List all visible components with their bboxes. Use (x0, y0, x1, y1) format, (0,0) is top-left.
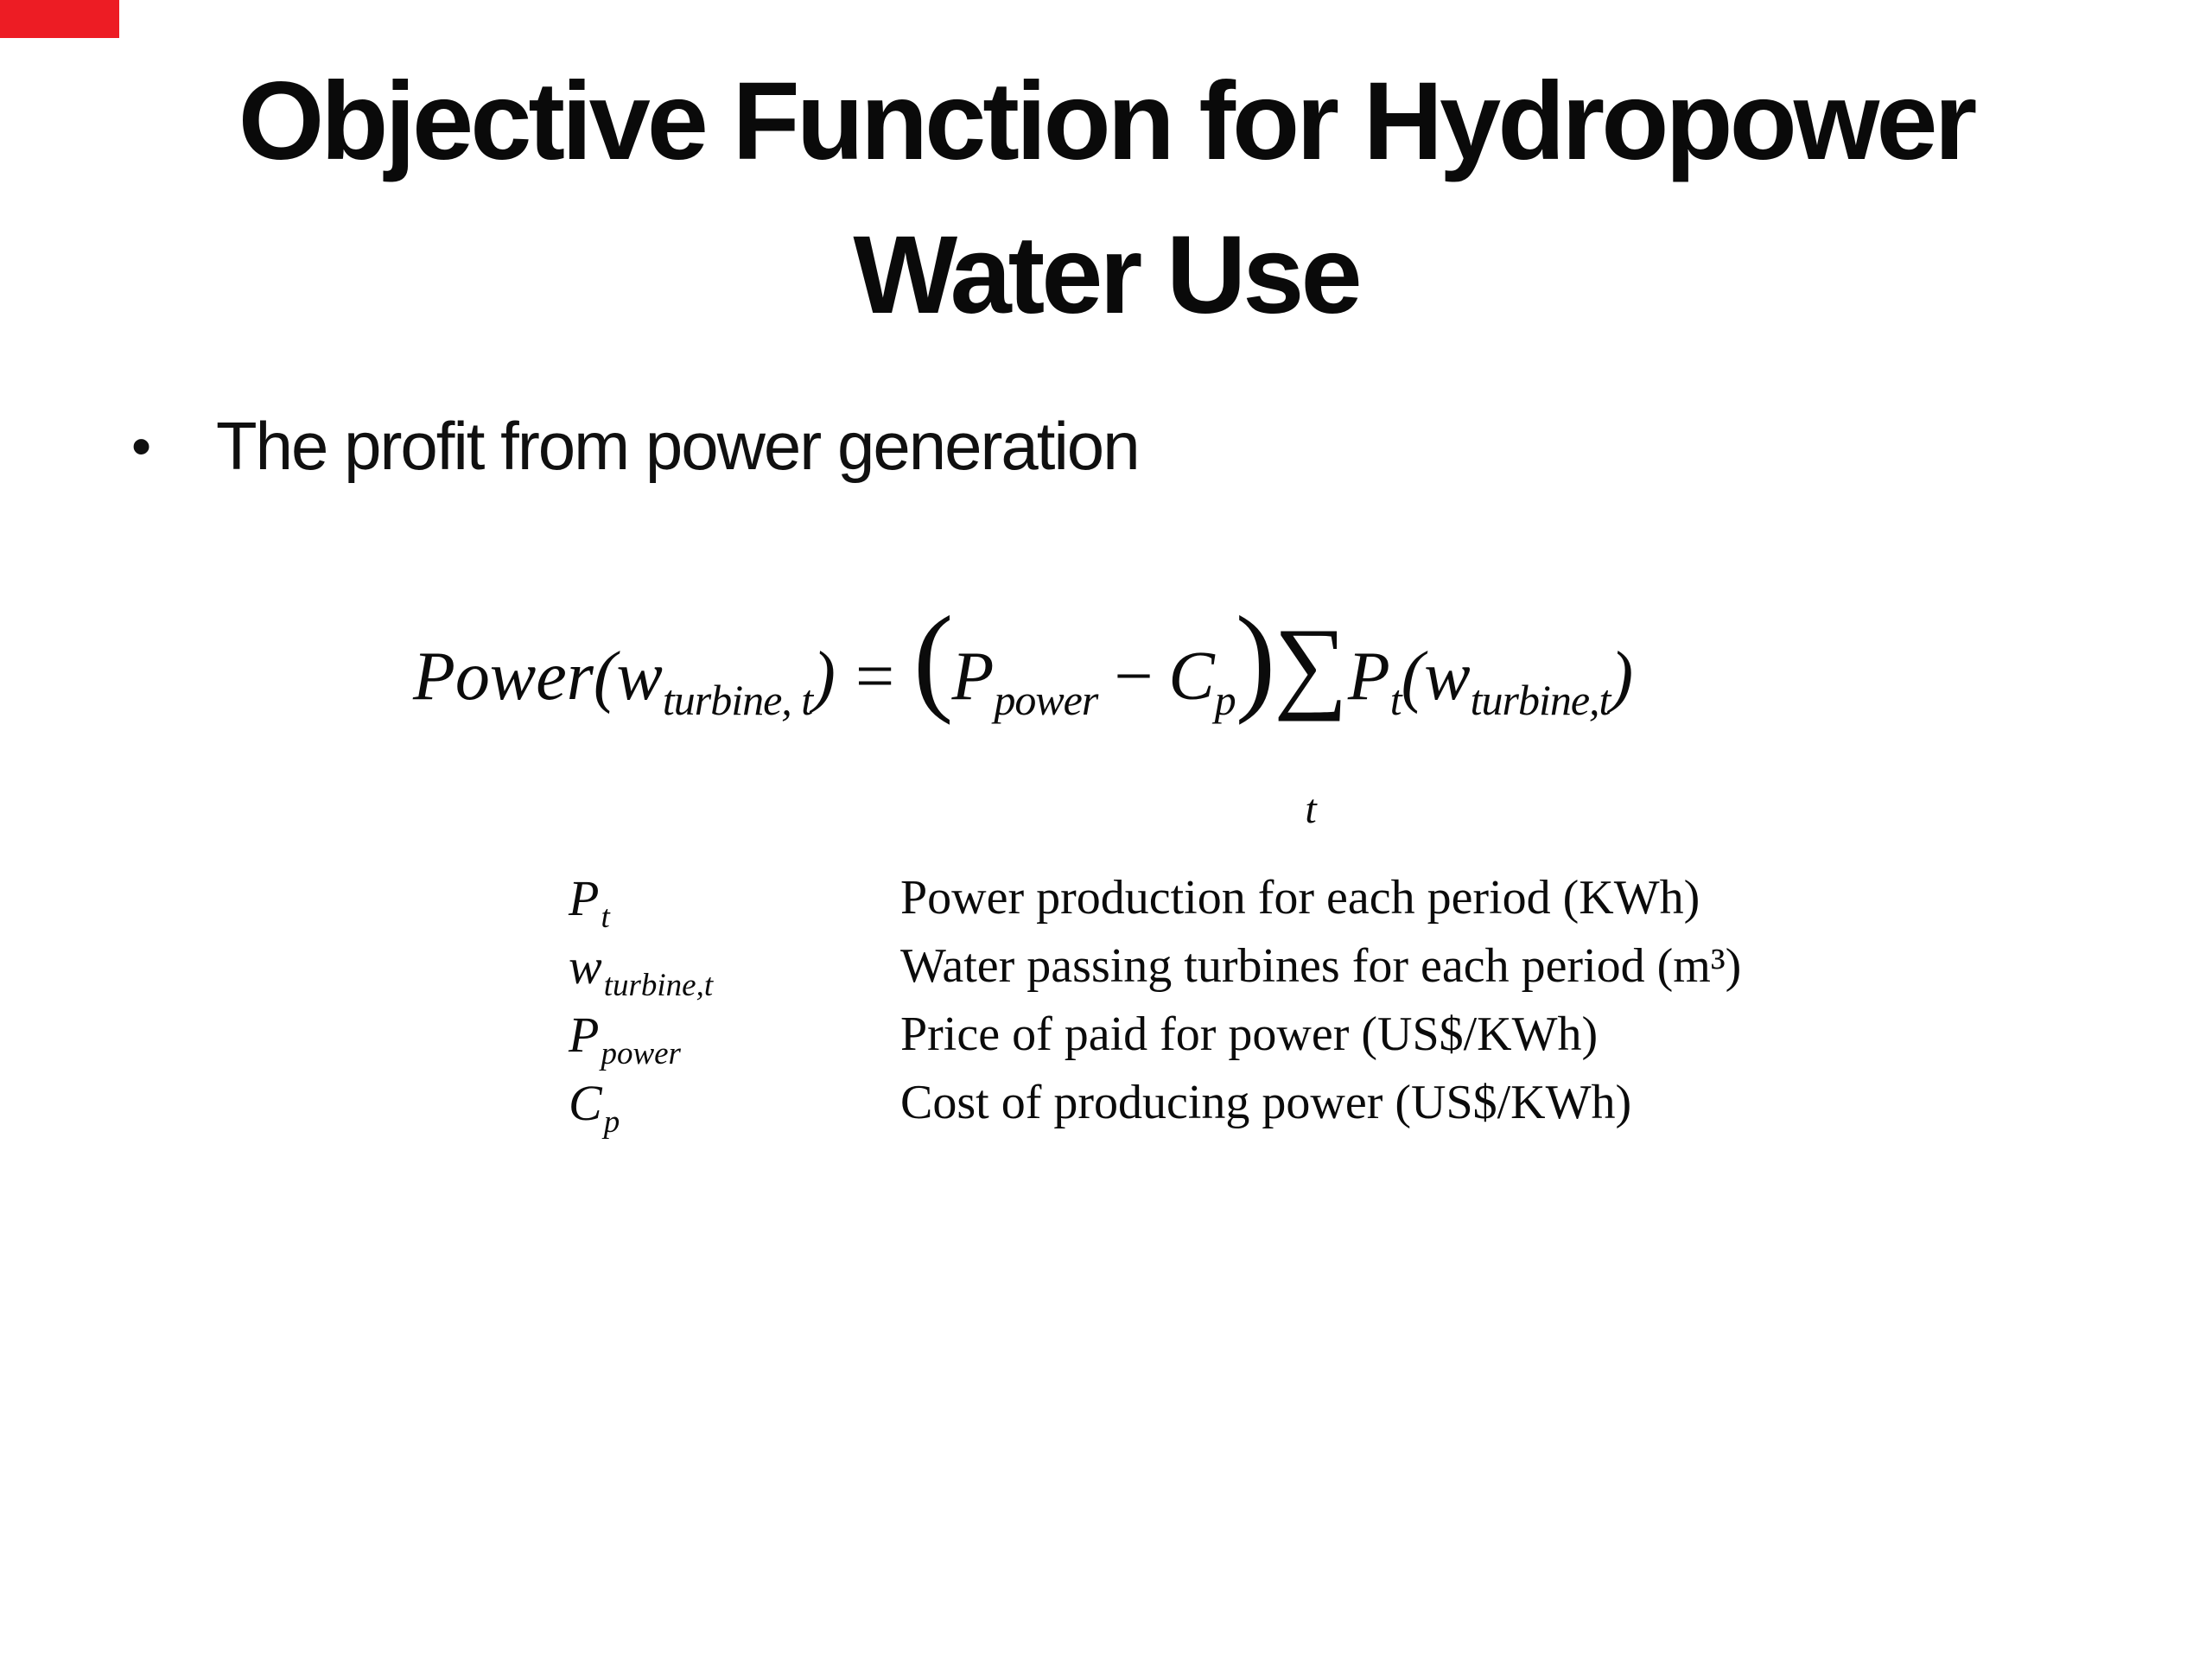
formula-equals-sign: = (850, 639, 898, 715)
variable-symbol (569, 936, 900, 1004)
formula-price-subscript: power (994, 676, 1098, 724)
summation-symbol (1274, 607, 1348, 832)
variable-symbol-letter: C (569, 1075, 602, 1131)
variable-description: Price of paid for power (US$/KWh) (900, 1007, 1599, 1061)
variable-symbol-letter: w (569, 938, 602, 995)
formula-pt-subscript: t (1389, 676, 1402, 724)
formula-w2-subscript: turbine,t (1470, 676, 1611, 724)
formula-cost-variable: C (1168, 639, 1215, 715)
variable-symbol-subscript: power (601, 1036, 681, 1071)
variable-symbol (569, 1072, 900, 1141)
bullet-text: The profit from power generation (216, 408, 1139, 484)
variable-symbol (569, 868, 900, 936)
formula-w-variable: w (616, 639, 663, 715)
slide-title-line2: Water Use (853, 213, 1359, 337)
formula-w2-variable: w (1424, 639, 1471, 715)
variable-symbol-subscript: p (603, 1104, 620, 1140)
objective-function-formula (413, 586, 1634, 832)
formula-cost-subscript: p (1214, 676, 1236, 724)
formula-function-name: Power (413, 639, 594, 715)
bullet-item (131, 398, 1139, 493)
variable-symbol (569, 1004, 900, 1072)
formula-price-variable: P (951, 639, 995, 715)
bullet-marker: • (131, 414, 152, 478)
slide-title-line1: Objective Function for Hydropower (238, 60, 1974, 183)
variable-symbol-letter: P (569, 870, 600, 926)
variable-description: Power production for each period (KWh) (900, 871, 1700, 925)
formula-close-paren2: ) (1610, 639, 1634, 715)
formula-open-paren2: ( (1401, 639, 1425, 715)
formula-big-open-paren: ( (912, 592, 952, 726)
slide-title (0, 45, 2212, 353)
recording-indicator-badge (0, 0, 119, 38)
variable-description: Water passing turbines for each period (m³) (900, 939, 1742, 993)
variable-definitions-table (569, 868, 1741, 1141)
variable-symbol-subscript: t (601, 899, 610, 935)
variable-symbol-subscript: turbine,t (603, 968, 714, 1003)
variable-symbol-letter: P (569, 1007, 600, 1063)
formula-big-close-paren: ) (1235, 592, 1274, 726)
sigma-glyph: ∑ (1274, 607, 1348, 721)
formula-close-paren: ) (812, 639, 836, 715)
formula-pt-variable: P (1347, 639, 1390, 715)
formula-open-paren: ( (593, 639, 617, 715)
formula-w-subscript: turbine, t (662, 676, 813, 724)
formula-minus-sign: − (1109, 639, 1157, 715)
summation-index: t (1305, 786, 1317, 832)
variable-description: Cost of producing power (US$/KWh) (900, 1076, 1632, 1129)
